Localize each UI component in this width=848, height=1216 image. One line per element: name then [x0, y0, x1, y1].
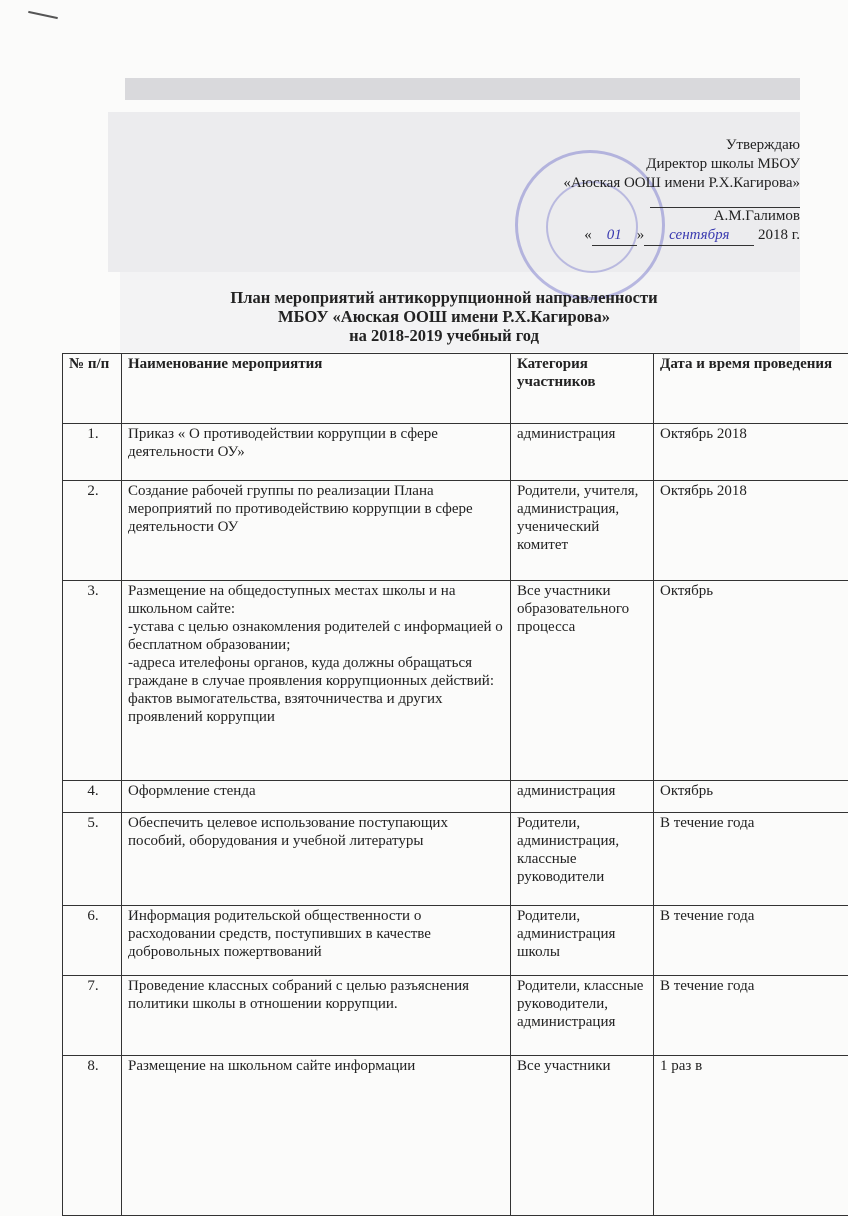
event-name: Обеспечить целевое использование поступающих пособий, оборудования и учебной литературы — [122, 813, 511, 906]
quote: » — [637, 227, 645, 243]
participants: Родители, администрация, классные руководители — [511, 813, 654, 906]
event-date: Октябрь 2018 — [654, 481, 848, 581]
school-name: «Аюская ООШ имени Р.Х.Кагирова» — [563, 174, 800, 193]
participants: администрация — [511, 424, 654, 481]
table-row — [63, 481, 848, 581]
participants: Родители, классные руководители, администрация — [511, 976, 654, 1056]
approval-block — [563, 136, 800, 246]
date-month: сентября — [644, 226, 754, 246]
event-name: Информация родительской общественности о расходовании средств, поступивших в качестве добровольных пожертвований — [122, 906, 511, 976]
table-row — [63, 976, 848, 1056]
event-date: В течение года — [654, 906, 848, 976]
event-name: Размещение на школьном сайте информации — [122, 1056, 511, 1216]
event-date: Октябрь 2018 — [654, 424, 848, 481]
participants: Все участники — [511, 1056, 654, 1216]
scan-shadow — [125, 78, 800, 100]
row-number: 7. — [63, 976, 122, 1056]
table-row — [63, 906, 848, 976]
row-number: 5. — [63, 813, 122, 906]
event-date: Октябрь — [654, 781, 848, 813]
date-day: 01 — [592, 226, 637, 246]
title-line: План мероприятий антикоррупционной направленности — [40, 288, 848, 307]
event-name: Оформление стенда — [122, 781, 511, 813]
header-number: № п/п — [63, 354, 122, 424]
approver-name: А.М.Галимов — [563, 207, 800, 226]
event-name: Создание рабочей группы по реализации Плана мероприятий по противодействию коррупции в сфере деятельности ОУ — [122, 481, 511, 581]
table-row — [63, 581, 848, 781]
document-title — [0, 288, 848, 345]
row-number: 2. — [63, 481, 122, 581]
table-row — [63, 424, 848, 481]
event-name: Проведение классных собраний с целью разъяснения политики школы в отношении коррупции. — [122, 976, 511, 1056]
table-row — [63, 813, 848, 906]
participants: Все участники образовательного процесса — [511, 581, 654, 781]
event-date: В течение года — [654, 976, 848, 1056]
approver-position: Директор школы МБОУ — [563, 155, 800, 174]
event-name: Приказ « О противодействии коррупции в сфере деятельности ОУ» — [122, 424, 511, 481]
title-line: МБОУ «Аюская ООШ имени Р.Х.Кагирова» — [40, 307, 848, 326]
title-line: на 2018-2019 учебный год — [40, 326, 848, 345]
quote: « — [584, 227, 592, 243]
approval-label: Утверждаю — [563, 136, 800, 155]
row-number: 3. — [63, 581, 122, 781]
row-number: 4. — [63, 781, 122, 813]
event-date: Октябрь — [654, 581, 848, 781]
event-name: Размещение на общедоступных местах школы и на школьном сайте: -устава с целью ознакомления родителей с информацией о бесплатном образовании; -адреса ителефоны органов, куда должны обращаться граждане в случае проявления коррупционных действий: фактов вымогательства, взяточничества и других проявлений коррупции — [122, 581, 511, 781]
date-year: 2018 г. — [758, 227, 800, 243]
approval-date — [563, 226, 800, 246]
events-table — [62, 353, 848, 1216]
table-row — [63, 1056, 848, 1216]
scan-mark — [28, 11, 58, 19]
header-event: Наименование мероприятия — [122, 354, 511, 424]
participants: Родители, администрация школы — [511, 906, 654, 976]
participants: Родители, учителя, администрация, ученический комитет — [511, 481, 654, 581]
participants: администрация — [511, 781, 654, 813]
header-date: Дата и время проведения — [654, 354, 848, 424]
row-number: 6. — [63, 906, 122, 976]
row-number: 1. — [63, 424, 122, 481]
row-number: 8. — [63, 1056, 122, 1216]
header-participants: Категория участников — [511, 354, 654, 424]
event-date: 1 раз в — [654, 1056, 848, 1216]
signature-line — [650, 193, 800, 208]
table-header — [63, 354, 848, 424]
event-date: В течение года — [654, 813, 848, 906]
table-row — [63, 781, 848, 813]
